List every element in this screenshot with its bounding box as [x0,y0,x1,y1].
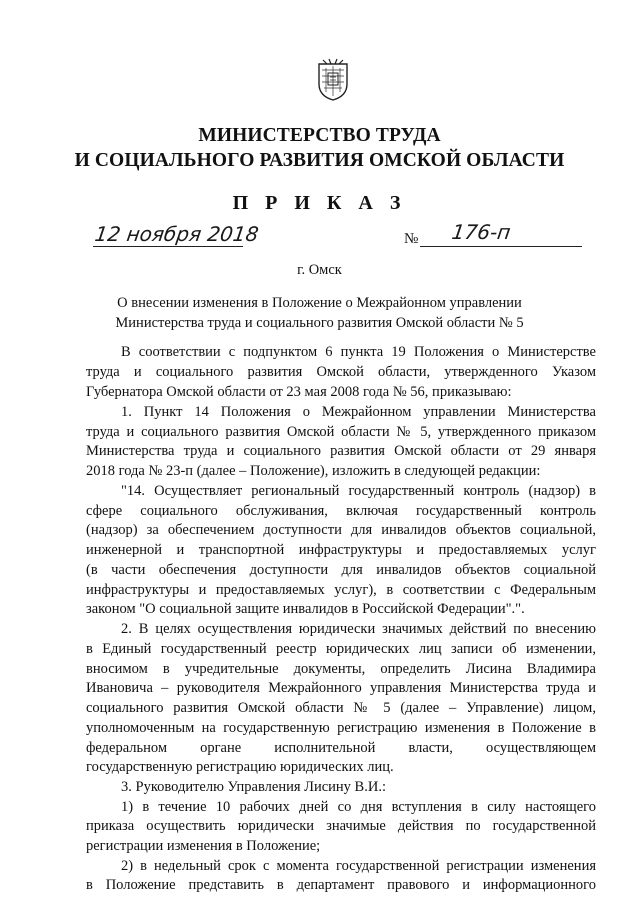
body-line: Ивановича – руководителя Межрайонного управления Министерства труда и [86,680,596,696]
body-line: вносимом в учредительные документы, определить Лисина Владимира [86,661,596,677]
body-line: социального развития Омской области № 5 (далее – Управление) лицом, [86,700,596,716]
subject-line: О внесении изменения в Положение о Межрайонном управлении [117,295,522,311]
body-line: Губернатора Омской области от 23 мая 2008 года № 56, приказываю: [86,384,512,400]
body-line: "14. Осуществляет региональный государственный контроль (надзор) в [121,483,596,499]
body-line: (в части обеспечения доступности для инвалидов объектов социальной [86,562,596,578]
body-line: государственную регистрацию юридических лиц. [86,759,394,775]
body-line: 2. В целях осуществления юридически значимых действий по внесению [121,621,596,637]
document-type: П Р И К А З [232,192,407,214]
body-line: (надзор) за обеспечением доступности для инвалидов объектов социальной, [86,522,596,538]
body-line: федеральном органе исполнительной власти, осуществляющем [86,740,596,756]
body-line: 2) в недельный срок с момента государственной регистрации изменения [121,858,596,874]
ministry-name-line1: МИНИСТЕРСТВО ТРУДА [198,125,441,146]
body-line: В соответствии с подпунктом 6 пункта 19 Положения о Министерстве [121,344,596,360]
body-line: 3. Руководителю Управления Лисину В.И.: [121,779,386,795]
body-line: Министерства труда и социального развития Омской области от 29 января [86,443,596,459]
body-line: 2018 года № 23-п (далее – Положение), изложить в следующей редакции: [86,463,541,479]
body-line: инженерной и транспортной инфраструктуры и предоставляемых услуг [86,542,596,558]
number-underline [420,246,582,247]
date-underline [93,246,243,247]
handwritten-date: 12 ноября 2018 [93,222,261,246]
body-line: труда и социального развития Омской области № 5, утвержденного приказом [86,424,596,440]
body-line: уполномоченным на государственную регистрацию изменения в Положение в [86,720,596,736]
subject-line: Министерства труда и социального развития Омской области № 5 [115,315,524,331]
body-line: сфере социального обслуживания, включая государственный контроль [86,503,596,519]
body-line: законом "О социальной защите инвалидов в Российской Федерации".". [86,601,525,617]
coat-of-arms-emblem [316,58,350,102]
body-line: в Единый государственный реестр юридических лиц записи об изменении, [86,641,596,657]
body-line: в Положение представить в департамент правового и информационного [86,877,596,893]
number-label: № [404,231,419,247]
body-line: труда и социального развития Омской области, утвержденного Указом [86,364,596,380]
ministry-name-line2: И СОЦИАЛЬНОГО РАЗВИТИЯ ОМСКОЙ ОБЛАСТИ [74,150,565,171]
city-label: г. Омск [297,262,342,278]
body-line: инфраструктуры и предоставляемых услуг), в соответствии с Федеральным [86,582,596,598]
handwritten-number: 176-п [450,220,513,244]
body-line: 1) в течение 10 рабочих дней со дня вступления в силу настоящего [121,799,596,815]
body-line: регистрации изменения в Положение; [86,838,321,854]
body-line: приказа осуществить юридически значимые действия по государственной [86,818,596,834]
body-line: 1. Пункт 14 Положения о Межрайонном управлении Министерства [121,404,596,420]
